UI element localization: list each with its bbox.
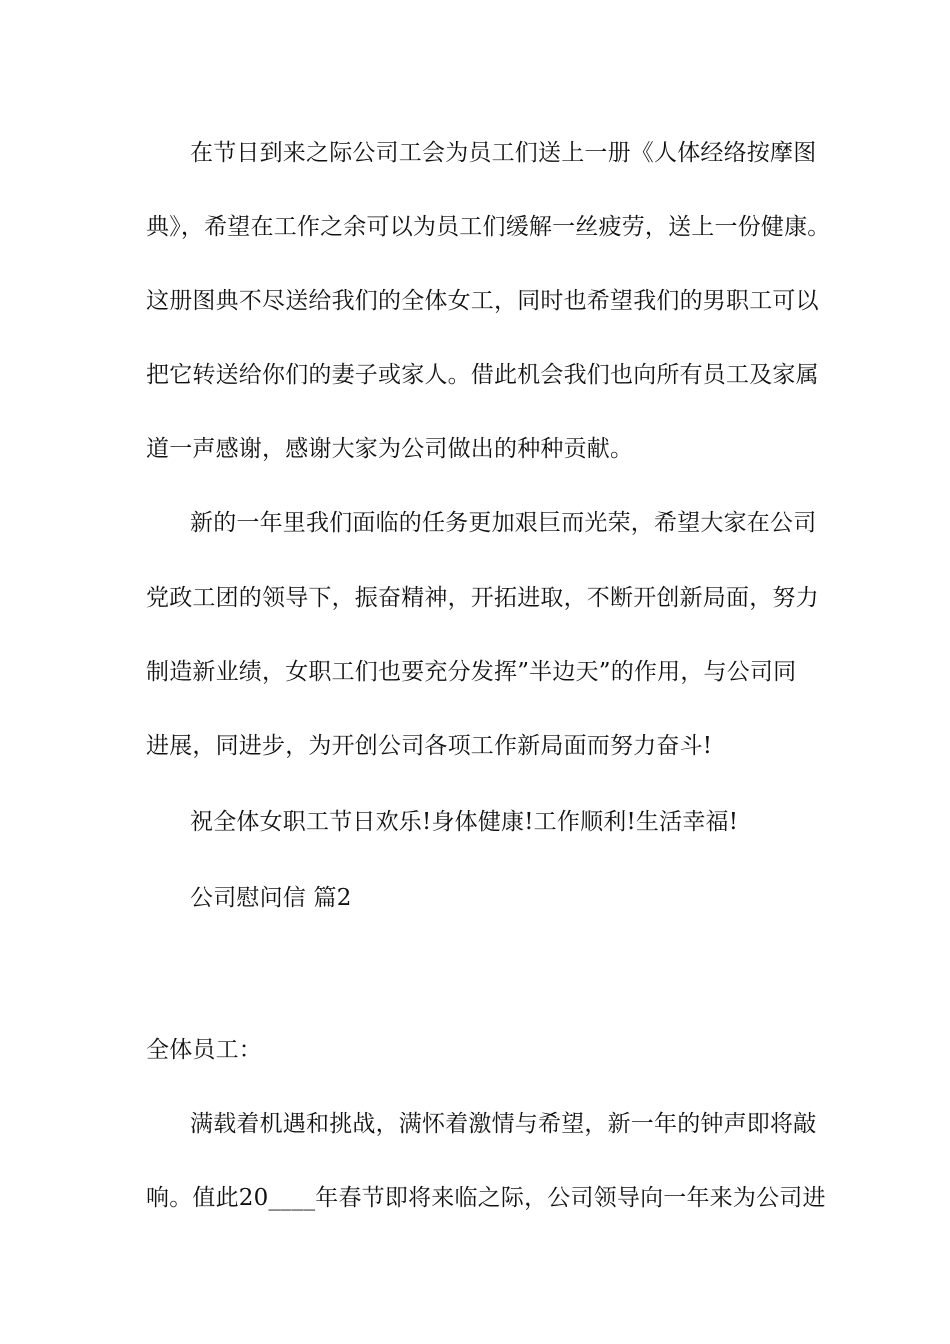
section-heading: 公司慰问信 篇2 — [190, 885, 352, 911]
paragraph-3-line-2: 响。值此20____年春节即将来临之际，公司领导向一年来为公司进 — [146, 1185, 826, 1211]
paragraph-1-line-2: 典》，希望在工作之余可以为员工们缓解一丝疲劳，送上一份健康。 — [146, 214, 831, 240]
paragraph-2-line-4: 进展，同进步，为开创公司各项工作新局面而努力奋斗! — [146, 733, 713, 759]
salutation: 全体员工： — [146, 1037, 262, 1063]
paragraph-3-line-1: 满载着机遇和挑战，满怀着激情与希望，新一年的钟声即将敲 — [190, 1111, 817, 1137]
paragraph-2-line-2: 党政工团的领导下，振奋精神，开拓进取，不断开创新局面，努力 — [146, 585, 819, 611]
paragraph-1-line-3: 这册图典不尽送给我们的全体女工，同时也希望我们的男职工可以 — [146, 288, 819, 314]
closing-wish: 祝全体女职工节日欢乐!身体健康!工作顺利!生活幸福! — [190, 809, 739, 835]
paragraph-2-line-3: 制造新业绩，女职工们也要充分发挥”半边天”的作用，与公司同 — [146, 659, 797, 685]
paragraph-1-line-4: 把它转送给你们的妻子或家人。借此机会我们也向所有员工及家属 — [146, 362, 819, 388]
paragraph-1-line-5: 道一声感谢，感谢大家为公司做出的种种贡献。 — [146, 436, 634, 462]
paragraph-1-line-1: 在节日到来之际公司工会为员工们送上一册《人体经络按摩图 — [190, 140, 817, 166]
paragraph-2-line-1: 新的一年里我们面临的任务更加艰巨而光荣，希望大家在公司 — [190, 510, 817, 536]
